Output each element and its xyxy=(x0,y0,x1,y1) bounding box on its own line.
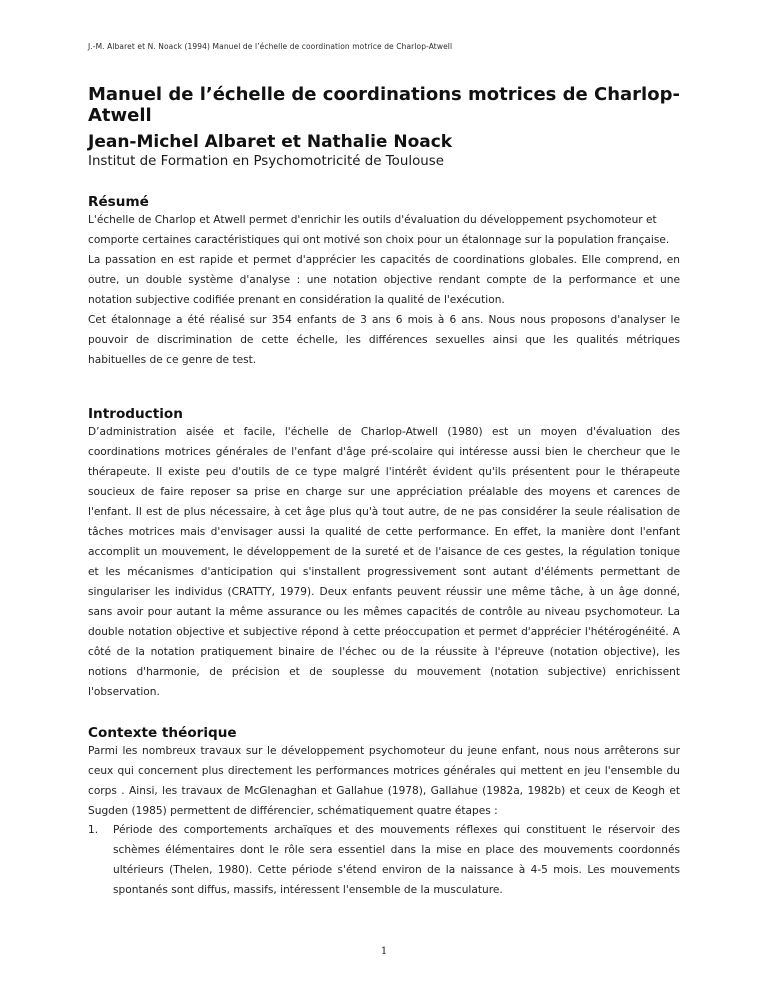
list-item-text: Période des comportements archaïques et des mouvements réflexes qui constituent le réservoir des schèmes élémentaires dont le rôle sera essentiel dans la mise en place des mouvements coordonnés ultérieurs (Thelen, 1980). Cette période s'étend environ de la naissance à 4-5 mois. Les mouvements spontanés sont diffus, massifs, intéressent l'ensemble de la musculature. xyxy=(113,824,680,896)
abstract-paragraph: Cet étalonnage a été réalisé sur 354 enfants de 3 ans 6 mois à 6 ans. Nous nous proposons d'analyser le pouvoir de discrimination de cette échelle, les différences sexuelles ainsi que les qualités métriques habituelles de ce genre de test. xyxy=(88,314,680,366)
authors: Jean-Michel Albaret et Nathalie Noack xyxy=(88,132,453,152)
document-title: Manuel de l’échelle de coordinations motrices de Charlop-Atwell xyxy=(88,84,680,126)
context-paragraph: Parmi les nombreux travaux sur le développement psychomoteur du jeune enfant, nous nous arrêterons sur ceux qui concernent plus directement les performances motrices générales qui mettent en jeu l'ensemble du corps . Ainsi, les travaux de McGlenaghan et Gallahue (1978), Gallahue (1982a, 1982b) et ceux de Keogh et Sugden (1985) permettent de différencier, schématiquement quatre étapes : xyxy=(88,745,680,817)
context-list xyxy=(88,820,680,900)
introduction-body xyxy=(88,422,680,702)
page-number: 1 xyxy=(380,946,388,957)
abstract-body xyxy=(88,210,680,370)
introduction-paragraph: D’administration aisée et facile, l'échelle de Charlop-Atwell (1980) est un moyen d'évaluation des coordinations motrices générales de l'enfant d'âge pré-scolaire qui intéresse aussi bien le chercheur que le thérapeute. Il existe peu d'outils de ce type malgré l'intérêt évident qu'ils présentent pour le thérapeute soucieux de faire reposer sa prise en charge sur une appréciation préalable des moyens et carences de l'enfant. Il est de plus nécessaire, à cet âge plus qu'à tout autre, de ne pas considérer la seule réalisation de tâches motrices mais d'envisager aussi la qualité de cette performance. En effet, la manière dont l'enfant accomplit un mouvement, le développement de la sureté et de l'aisance de ces gestes, la régulation tonique et les mécanismes d'anticipation qui s'installent progressivement sont autant d'éléments permettant de singulariser les individus (CRATTY, 1979). Deux enfants peuvent réussir une même tâche, à un âge donné, sans avoir pour autant la même assurance ou les mêmes capacités de contrôle au niveau psychomoteur. La double notation objective et subjective répond à cette préoccupation et permet d'apprécier l'hétérogénéité. A côté de la notation pratiquement binaire de l'échec ou de la réussite à l'épreuve (notation objective), les notions d'harmonie, de précision et de souplesse du mouvement (notation subjective) enrichissent l'observation. xyxy=(88,426,680,698)
affiliation: Institut de Formation en Psychomotricité de Toulouse xyxy=(88,154,444,169)
abstract-paragraph: L'échelle de Charlop et Atwell permet d'enrichir les outils d'évaluation du développement psychomoteur et comporte certaines caractéristiques qui ont motivé son choix pour un étalonnage sur la population française. xyxy=(88,214,670,246)
context-body xyxy=(88,741,680,821)
context-heading: Contexte théorique xyxy=(88,725,237,741)
abstract-paragraph: La passation en est rapide et permet d'apprécier les capacités de coordinations globales. Elle comprend, en outre, un double système d'analyse : une notation objective rendant compte de la performance et une notation subjective codifiée prenant en considération la qualité de l'exécution. xyxy=(88,254,680,306)
introduction-heading: Introduction xyxy=(88,406,183,422)
abstract-heading: Résumé xyxy=(88,194,149,210)
list-item-number: 1. xyxy=(88,824,99,836)
running-header: J.-M. Albaret et N. Noack (1994) Manuel de l’échelle de coordination motrice de Charlop-Atwell xyxy=(88,42,453,51)
list-item xyxy=(88,820,680,900)
